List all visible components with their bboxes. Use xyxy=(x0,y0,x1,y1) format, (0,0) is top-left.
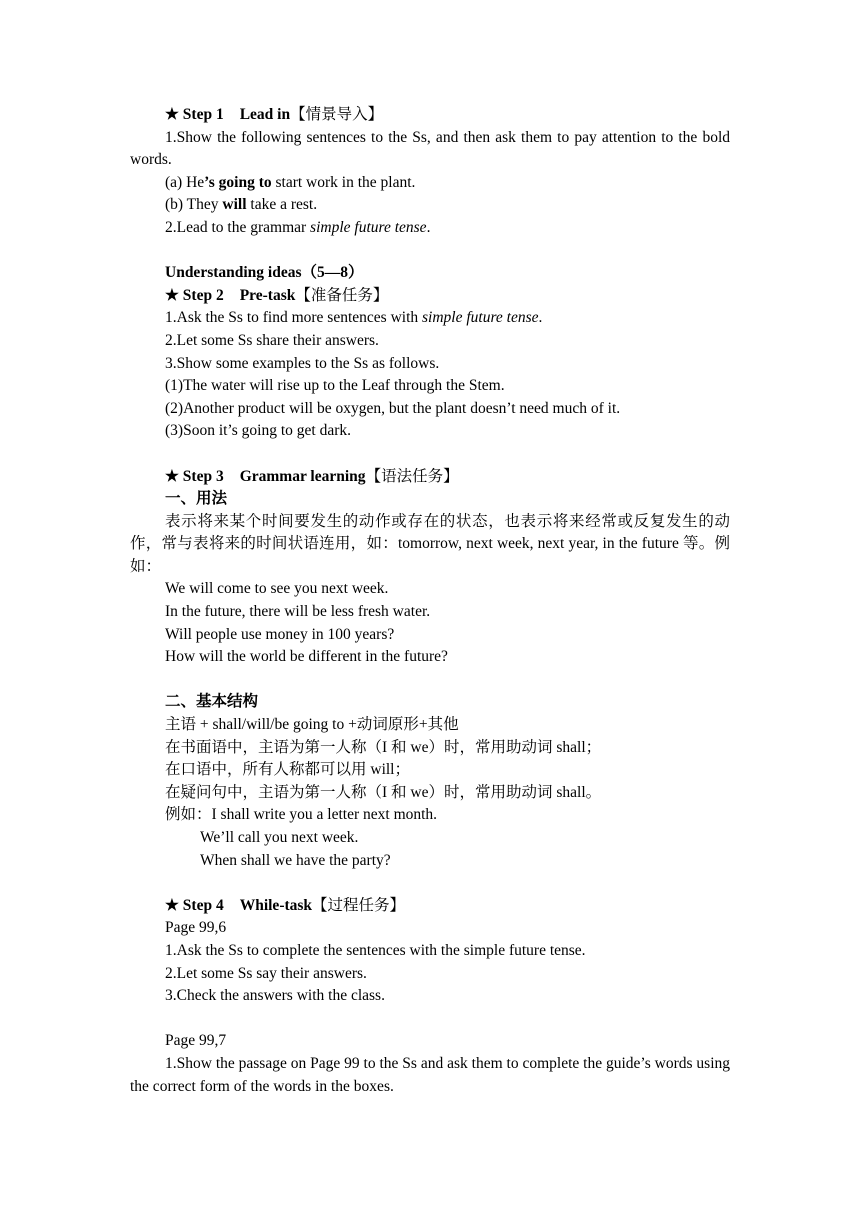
step4-cn-title: 【过程任务】 xyxy=(312,896,406,914)
step1-heading xyxy=(130,104,730,127)
usage-heading: 一、用法 xyxy=(165,490,228,508)
structure-rule-3: 在疑问句中，主语为第一人称（I 和 we）时，常用助动词 shall。 xyxy=(165,783,602,801)
star-icon: ★ xyxy=(165,467,179,485)
page-ref-b: Page 99,7 xyxy=(165,1032,227,1050)
structure-rule-1: 在书面语中，主语为第一人称（I 和 we）时，常用助动词 shall； xyxy=(165,738,602,756)
step4-heading xyxy=(130,895,730,918)
step2-cn-title: 【准备任务】 xyxy=(295,286,389,304)
structure-example-2: We’ll call you next week. xyxy=(200,829,359,846)
step2-example-3: (3)Soon it’s going to get dark. xyxy=(165,422,351,440)
step4a-item3: 3.Check the answers with the class. xyxy=(165,987,385,1005)
star-icon: ★ xyxy=(165,286,179,304)
star-icon: ★ xyxy=(165,896,179,914)
page-ref-a: Page 99,6 xyxy=(165,919,227,937)
usage-example-3: Will people use money in 100 years? xyxy=(165,625,395,643)
step4b-item1: 1.Show the passage on Page 99 to the Ss and ask them to complete the guide’s words using the correct form of the words in the boxes. xyxy=(130,1054,730,1095)
step1-example-a: (a) He’s going to start work in the plant. xyxy=(165,173,416,191)
step3-label: Step 3 xyxy=(182,467,224,485)
step3-title: Grammar learning xyxy=(239,467,366,485)
step2-title: Pre-task xyxy=(239,286,296,304)
step4a-item2: 2.Let some Ss say their answers. xyxy=(165,964,367,982)
step4a-item1: 1.Ask the Ss to complete the sentences with the simple future tense. xyxy=(165,941,586,959)
structure-rule-2: 在口语中，所有人称都可以用 will； xyxy=(165,761,410,779)
structure-heading: 二、基本结构 xyxy=(165,693,259,711)
usage-example-4: How will the world be different in the future? xyxy=(165,648,448,666)
structure-formula: 主语 + shall/will/be going to +动词原形+其他 xyxy=(165,716,459,734)
usage-text: 表示将来某个时间要发生的动作或存在的状态，也表示将来经常或反复发生的动作，常与表将来的时间状语连用，如：tomorrow, next week, next year, in the future 等。例如： xyxy=(130,512,730,575)
step2-item3: 3.Show some examples to the Ss as follows. xyxy=(165,354,440,372)
step1-example-b: (b) They will take a rest. xyxy=(165,196,318,214)
understanding-heading: Understanding ideas（5—8） xyxy=(165,264,364,282)
structure-example-3: When shall we have the party? xyxy=(200,851,391,869)
step2-heading xyxy=(130,285,730,308)
step1-item2: 2.Lead to the grammar simple future tense. xyxy=(165,218,431,236)
step4-label: Step 4 xyxy=(182,896,224,914)
step2-example-2: (2)Another product will be oxygen, but the plant doesn’t need much of it. xyxy=(165,399,621,417)
step2-item2: 2.Let some Ss share their answers. xyxy=(165,331,379,349)
step4-title: While-task xyxy=(239,896,313,914)
usage-example-2: In the future, there will be less fresh water. xyxy=(165,603,431,621)
usage-example-1: We will come to see you next week. xyxy=(165,580,389,598)
step2-item1: 1.Ask the Ss to find more sentences with simple future tense. xyxy=(165,309,543,327)
structure-example-1: 例如：I shall write you a letter next month. xyxy=(165,806,438,824)
step1-item1: 1.Show the following sentences to the Ss, and then ask them to pay attention to the bold words. xyxy=(130,128,730,169)
step3-heading xyxy=(130,466,730,489)
step1-label: Step 1 xyxy=(182,106,224,123)
document-body xyxy=(130,104,730,1098)
star-icon: ★ xyxy=(165,106,179,123)
step1-cn-title: 【情景导入】 xyxy=(290,106,384,123)
step2-example-1: (1)The water will rise up to the Leaf through the Stem. xyxy=(165,377,505,395)
step1-title: Lead in xyxy=(239,106,291,123)
step3-cn-title: 【语法任务】 xyxy=(365,467,459,485)
step2-label: Step 2 xyxy=(182,286,224,304)
